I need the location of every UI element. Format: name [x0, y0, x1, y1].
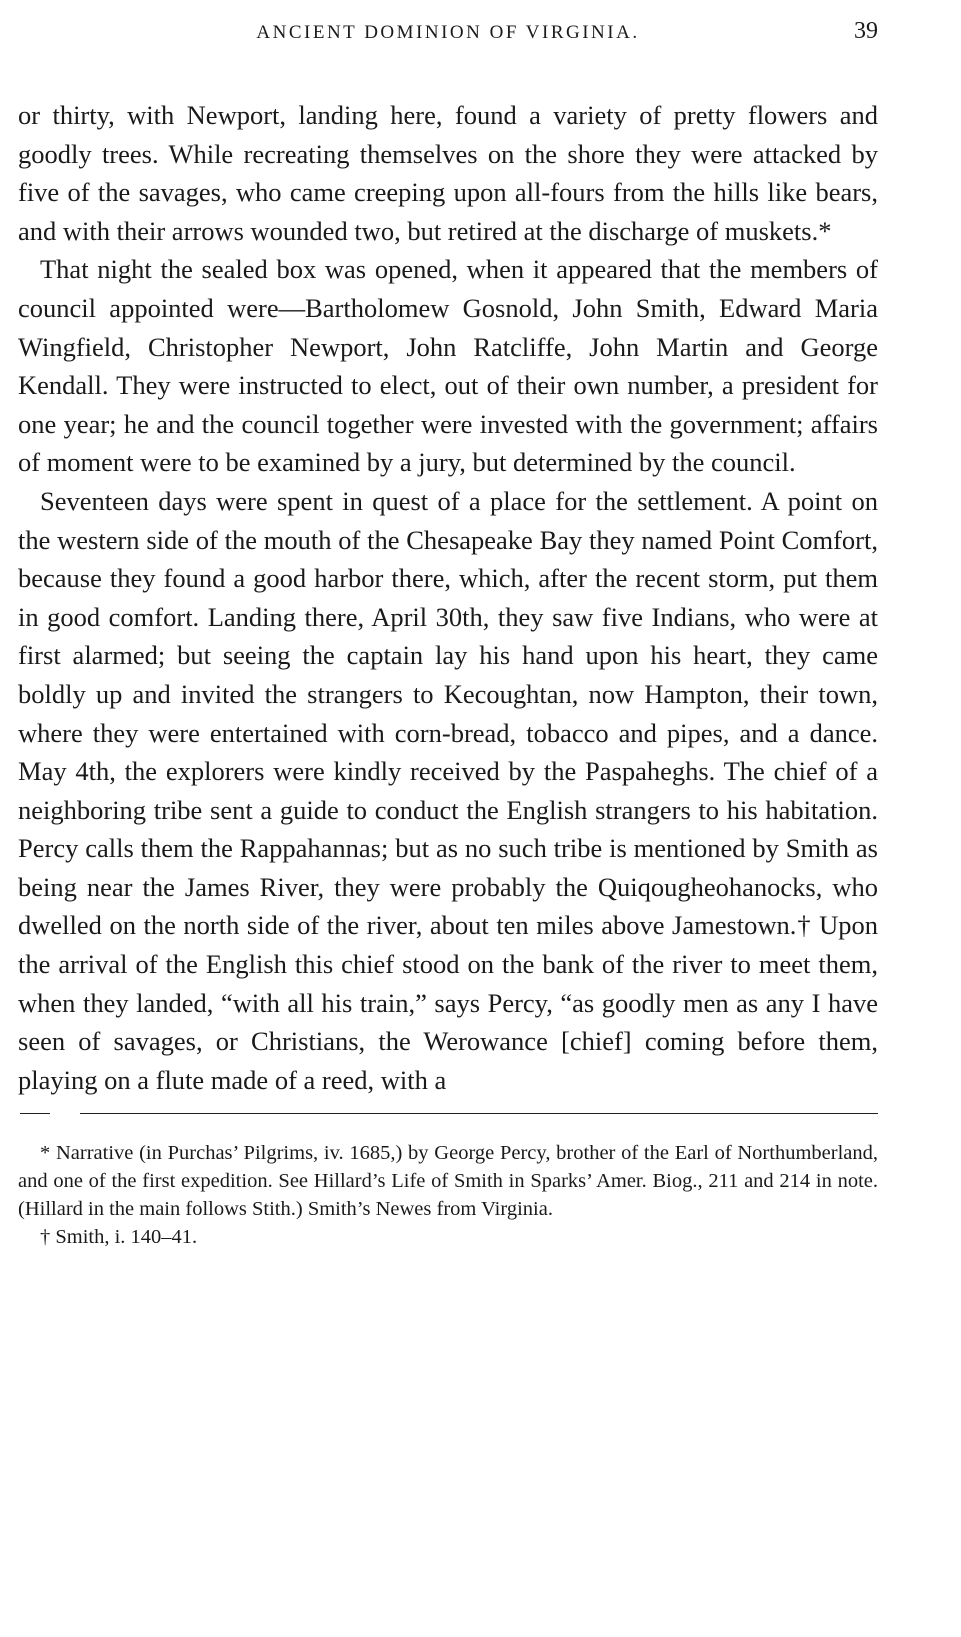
footnote-asterisk: * Narrative (in Purchas’ Pilgrims, iv. 1685,) by George Percy, brother of the Earl of Northumberland, and one of the first expedition. See Hillard’s Life of Smith in Sparks’ Amer. Biog., 211 and 214 in note. (Hillard in the main follows Stith.) Smith’s Newes from Virginia. — [18, 1142, 878, 1221]
page-number: 39 — [854, 18, 878, 44]
footnotes — [18, 1139, 878, 1251]
paragraph-settlement: Seventeen days were spent in quest of a place for the settlement. A point on the western side of the mouth of the Chesapeake Bay they named Point Comfort, because they found a good harbor there, which, after the recent storm, put them in good comfort. Landing there, April 30th, they saw five Indians, who were at first alarmed; but seeing the captain lay his hand upon his heart, they came boldly up and invited the strangers to Kecoughtan, now Hampton, their town, where they were entertained with corn-bread, tobacco and pipes, and a dance. May 4th, the explorers were kindly received by the Paspaheghs. The chief of a neighboring tribe sent a guide to conduct the English strangers to his habitation. Percy calls them the Rappahannas; but as no such tribe is mentioned by Smith as being near the James River, they were probably the Quiqougheohanocks, who dwelled on the north side of the river, about ten miles above Jamestown.† Upon the arrival of the English this chief stood on the bank of the river to meet them, when they landed, “with all his train,” says Percy, “as goodly men as any I have seen of savages, or Christians, the Werowance [chief] coming before them, playing on a flute made of a reed, with a — [18, 485, 878, 1095]
body-text — [18, 96, 878, 1099]
footnote-rule-short — [20, 1113, 50, 1114]
footnote-rule — [18, 1113, 878, 1115]
footnote-rule-long — [80, 1113, 878, 1114]
running-title: ANCIENT DOMINION OF VIRGINIA. — [256, 22, 640, 43]
book-page — [18, 14, 878, 1251]
running-head — [18, 14, 878, 54]
paragraph-council: That night the sealed box was opened, when it appeared that the members of council appointed were—Bartholomew Gosnold, John Smith, Edward Maria Wingfield, Christopher Newport, John Ratcliffe, John Martin and George Kendall. They were instructed to elect, out of their own number, a president for one year; he and the council together were invested with the government; affairs of moment were to be examined by a jury, but determined by the council. — [18, 254, 878, 478]
paragraph-continuation: or thirty, with Newport, landing here, found a variety of pretty flowers and goodly trees. While recreating themselves on the shore they were attacked by five of the savages, who came creeping upon all-fours from the hills like bears, and with their arrows wounded two, but retired at the discharge of muskets.* — [18, 100, 878, 246]
footnote-dagger: † Smith, i. 140–41. — [40, 1226, 198, 1249]
